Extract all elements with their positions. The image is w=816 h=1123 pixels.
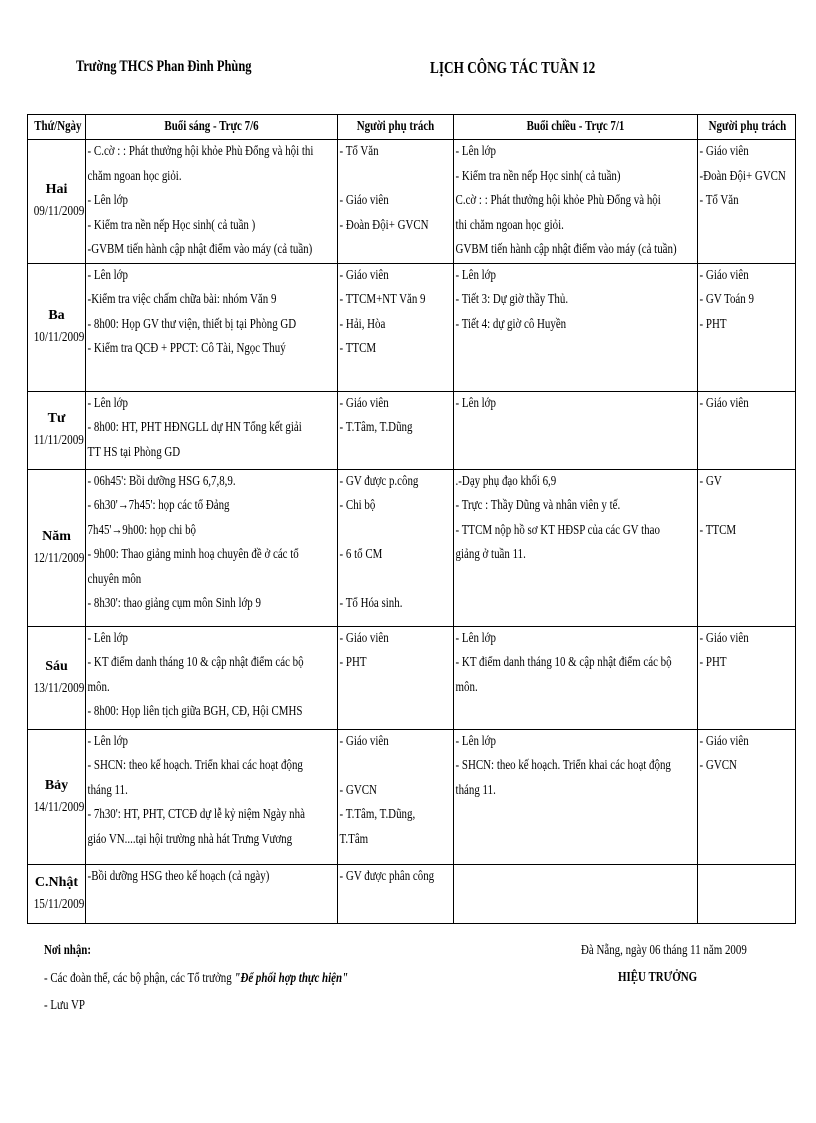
afternoon-responsible-cell — [698, 140, 796, 264]
cell-line: - 6h30'→7h45': họp các tổ Đảng — [87, 498, 230, 513]
recipient-line: - Các đoàn thể, các bộ phận, các Tổ trưởng "Để phối hợp thực hiện" — [44, 971, 349, 986]
day-date: 11/11/2009 — [33, 433, 84, 448]
afternoon-responsible-cell — [698, 729, 796, 864]
day-name: C.Nhật — [34, 874, 79, 890]
table-header-row — [28, 115, 796, 140]
cell-line: - Giáo viên — [339, 267, 389, 283]
cell-line: - Lên lớp — [87, 395, 128, 411]
day-cell — [28, 263, 86, 391]
afternoon-activities-cell — [454, 469, 698, 626]
cell-line: - Lên lớp — [87, 267, 128, 283]
cell-line — [340, 238, 453, 263]
cell-line: - GVCN — [339, 782, 377, 798]
cell-line: - Tiết 4: dự giờ cô Huyền — [455, 316, 567, 332]
day-cell — [28, 864, 86, 923]
morning-activities-cell — [86, 469, 338, 626]
cell-line — [340, 165, 453, 190]
day-cell — [28, 729, 86, 864]
cell-line: - SHCN: theo kế hoạch. Triển khai các hoạt động — [455, 758, 671, 773]
column-header-day: Thứ/Ngày — [28, 115, 86, 140]
cell-line: - Giáo viên — [699, 267, 749, 283]
cell-line: môn. — [87, 679, 110, 695]
afternoon-responsible-cell — [698, 864, 796, 923]
day-cell — [28, 626, 86, 729]
cell-line: -Bồi dưỡng HSG theo kế hoạch (cả ngày) — [87, 868, 270, 884]
cell-line: - Giáo viên — [339, 395, 389, 411]
cell-line: - 6 tổ CM — [339, 547, 383, 562]
afternoon-activities-cell — [454, 391, 698, 469]
day-cell — [28, 469, 86, 626]
schedule-title: LỊCH CÔNG TÁC TUẦN 12 — [430, 58, 596, 77]
table-row — [28, 469, 796, 626]
morning-activities-cell — [86, 864, 338, 923]
day-date: 09/11/2009 — [33, 204, 85, 220]
cell-line: - 7h30': HT, PHT, CTCĐ dự lễ kỷ niệm Ngày nhà — [87, 807, 305, 822]
cell-line: - GV được p.công — [339, 473, 419, 489]
day-name: Tư — [47, 411, 66, 426]
cell-line: - Tổ Văn — [699, 193, 739, 208]
cell-line: - Giáo viên — [699, 630, 749, 646]
afternoon-responsible-cell — [698, 469, 796, 626]
cell-line: - KT điểm danh tháng 10 & cập nhật điểm các bộ — [455, 655, 672, 670]
day-name: Ba — [48, 308, 65, 323]
cell-line: - TTCM+NT Văn 9 — [339, 292, 426, 307]
morning-responsible-cell — [338, 864, 454, 923]
cell-line: - GVCN — [699, 758, 737, 773]
cell-line: chăm ngoan học giỏi. — [87, 168, 182, 184]
cell-line: TT HS tại Phòng GD — [87, 444, 181, 460]
day-date: 10/11/2009 — [33, 330, 85, 345]
afternoon-responsible-cell — [698, 391, 796, 469]
cell-line — [340, 754, 453, 779]
cell-line: - C.cờ : : Phát thưởng hội khỏe Phù Đổng và hội thi — [87, 144, 314, 159]
cell-line: - Giáo viên — [699, 733, 749, 749]
cell-line: - 8h30': thao giảng cụm môn Sinh lớp 9 — [87, 596, 261, 611]
cell-line: - Đoàn Đội+ GVCN — [339, 217, 429, 233]
day-date: 14/11/2009 — [33, 799, 85, 815]
cell-line — [700, 494, 795, 519]
cell-line: - Giáo viên — [339, 193, 389, 208]
cell-line: -GVBM tiến hành cập nhật điểm vào máy (cả tuần) — [87, 242, 313, 257]
cell-line: - PHT — [699, 316, 727, 332]
afternoon-responsible-cell — [698, 263, 796, 391]
day-name: Bảy — [44, 777, 69, 793]
day-name: Sáu — [45, 658, 68, 674]
afternoon-responsible-cell — [698, 626, 796, 729]
day-cell — [28, 140, 86, 264]
cell-line: -Kiểm tra việc chấm chữa bài: nhóm Văn 9 — [87, 292, 277, 307]
cell-line: -Đoàn Đội+ GVCN — [699, 168, 786, 184]
cell-line: - T.Tâm, T.Dũng, — [339, 807, 416, 822]
cell-line: - GV được phân công — [339, 868, 435, 884]
cell-line: - Giáo viên — [699, 144, 749, 159]
cell-line: môn. — [455, 679, 478, 695]
day-date: 13/11/2009 — [33, 680, 85, 696]
cell-line: tháng 11. — [455, 782, 496, 798]
cell-line: - Chi bộ — [339, 498, 376, 513]
column-header-morning-responsible: Người phụ trách — [338, 115, 454, 140]
day-date: 15/11/2009 — [33, 896, 85, 912]
column-header-afternoon: Buổi chiều - Trực 7/1 — [454, 115, 698, 140]
recipient-line: - Lưu VP — [44, 998, 85, 1013]
column-header-afternoon-responsible: Người phụ trách — [698, 115, 796, 140]
school-name: Trường THCS Phan Đình Phùng — [76, 58, 252, 75]
cell-line: thi chăm ngoan học giỏi. — [455, 217, 564, 233]
cell-line: - TTCM — [699, 522, 737, 538]
cell-line: - T.Tâm, T.Dũng — [339, 420, 413, 435]
cell-line: - Lên lớp — [455, 267, 496, 283]
table-row — [28, 391, 796, 469]
morning-activities-cell — [86, 729, 338, 864]
morning-activities-cell — [86, 140, 338, 264]
cell-line: chuyên môn — [87, 571, 142, 587]
cell-line: - PHT — [699, 655, 727, 670]
morning-activities-cell — [86, 626, 338, 729]
morning-responsible-cell — [338, 626, 454, 729]
cell-line: T.Tâm — [339, 831, 369, 847]
morning-responsible-cell — [338, 469, 454, 626]
cell-line: - Trực : Thầy Dũng và nhân viên y tế. — [455, 498, 621, 513]
cell-line: - GV Toán 9 — [699, 292, 754, 307]
cell-line: - 8h00: Họp GV thư viện, thiết bị tại Phòng GD — [87, 316, 297, 332]
cell-line: - Lên lớp — [455, 733, 496, 749]
cell-line: - SHCN: theo kế hoạch. Triển khai các hoạt động — [87, 758, 303, 773]
cell-line — [340, 519, 453, 544]
column-header-morning: Buổi sáng - Trực 7/6 — [86, 115, 338, 140]
cell-line: - PHT — [339, 655, 367, 670]
cell-line: - TTCM — [339, 341, 377, 356]
cell-line: - Tổ Hóa sinh. — [339, 596, 403, 611]
cell-line: - Tổ Văn — [339, 144, 379, 159]
table-row — [28, 626, 796, 729]
morning-responsible-cell — [338, 391, 454, 469]
afternoon-activities-cell — [454, 729, 698, 864]
morning-activities-cell — [86, 391, 338, 469]
cell-line: - KT điểm danh tháng 10 & cập nhật điểm các bộ — [87, 655, 304, 670]
morning-responsible-cell — [338, 263, 454, 391]
cell-line: - Tiết 3: Dự giờ thầy Thủ. — [455, 292, 569, 307]
cell-line: - Lên lớp — [455, 630, 496, 646]
cell-line: - Hải, Hòa — [339, 316, 386, 332]
place-date: Đà Nẵng, ngày 06 tháng 11 năm 2009 — [581, 943, 747, 958]
cell-line: - Kiểm tra nền nếp Học sinh( cả tuần) — [455, 168, 621, 184]
day-name: Hai — [45, 182, 68, 198]
table-row — [28, 140, 796, 264]
morning-responsible-cell — [338, 729, 454, 864]
cell-line: - 06h45': Bồi dưỡng HSG 6,7,8,9. — [87, 473, 236, 489]
cell-line: - Lên lớp — [87, 193, 128, 208]
day-name: Năm — [42, 528, 71, 544]
cell-line: GVBM tiến hành cập nhật điểm vào máy (cả tuần) — [455, 242, 677, 257]
recipient-quote: "Để phối hợp thực hiện" — [234, 971, 349, 986]
cell-line — [340, 568, 453, 593]
cell-line: - Lên lớp — [87, 733, 128, 749]
cell-line: - Giáo viên — [339, 733, 389, 749]
afternoon-activities-cell — [454, 140, 698, 264]
cell-line: C.cờ : : Phát thưởng hội khỏe Phù Đổng và hội — [455, 193, 661, 208]
afternoon-activities-cell — [454, 864, 698, 923]
afternoon-activities-cell — [454, 263, 698, 391]
cell-line: - Giáo viên — [699, 395, 749, 411]
cell-line: - Lên lớp — [87, 630, 128, 646]
cell-line: .-Dạy phụ đạo khối 6,9 — [455, 473, 557, 489]
cell-line: - 9h00: Thao giảng minh hoạ chuyên đề ở các tổ — [87, 547, 299, 562]
recipients-label: Nơi nhận: — [44, 943, 92, 958]
cell-line: - GV — [699, 473, 722, 489]
cell-line: - 8h00: HT, PHT HĐNGLL dự HN Tổng kết giải — [87, 420, 302, 435]
cell-line: - Lên lớp — [455, 395, 496, 411]
cell-line: giáo VN....tại hội trường nhà hát Trưng Vương — [87, 831, 293, 847]
signer-title: HIỆU TRƯỞNG — [618, 970, 698, 985]
afternoon-activities-cell — [454, 626, 698, 729]
day-cell — [28, 391, 86, 469]
cell-line: - Kiểm tra nền nếp Học sinh( cả tuần ) — [87, 217, 256, 233]
cell-line: 7h45'→9h00: họp chi bộ — [87, 522, 196, 538]
weekly-schedule-table — [27, 114, 796, 924]
cell-line: - TTCM nộp hồ sơ KT HĐSP của các GV thao — [455, 522, 660, 538]
table-row — [28, 263, 796, 391]
cell-line: - 8h00: Họp liên tịch giữa BGH, CĐ, Hội CMHS — [87, 704, 303, 719]
cell-line: giảng ở tuần 11. — [455, 547, 526, 562]
cell-line: - Kiểm tra QCĐ + PPCT: Cô Tài, Ngọc Thuý — [87, 341, 286, 356]
day-date: 12/11/2009 — [33, 550, 85, 566]
cell-line: tháng 11. — [87, 782, 128, 798]
morning-activities-cell — [86, 263, 338, 391]
document-header — [0, 58, 816, 82]
cell-line: - Lên lớp — [455, 144, 496, 159]
table-row — [28, 864, 796, 923]
cell-line: - Giáo viên — [339, 630, 389, 646]
table-row — [28, 729, 796, 864]
morning-responsible-cell — [338, 140, 454, 264]
